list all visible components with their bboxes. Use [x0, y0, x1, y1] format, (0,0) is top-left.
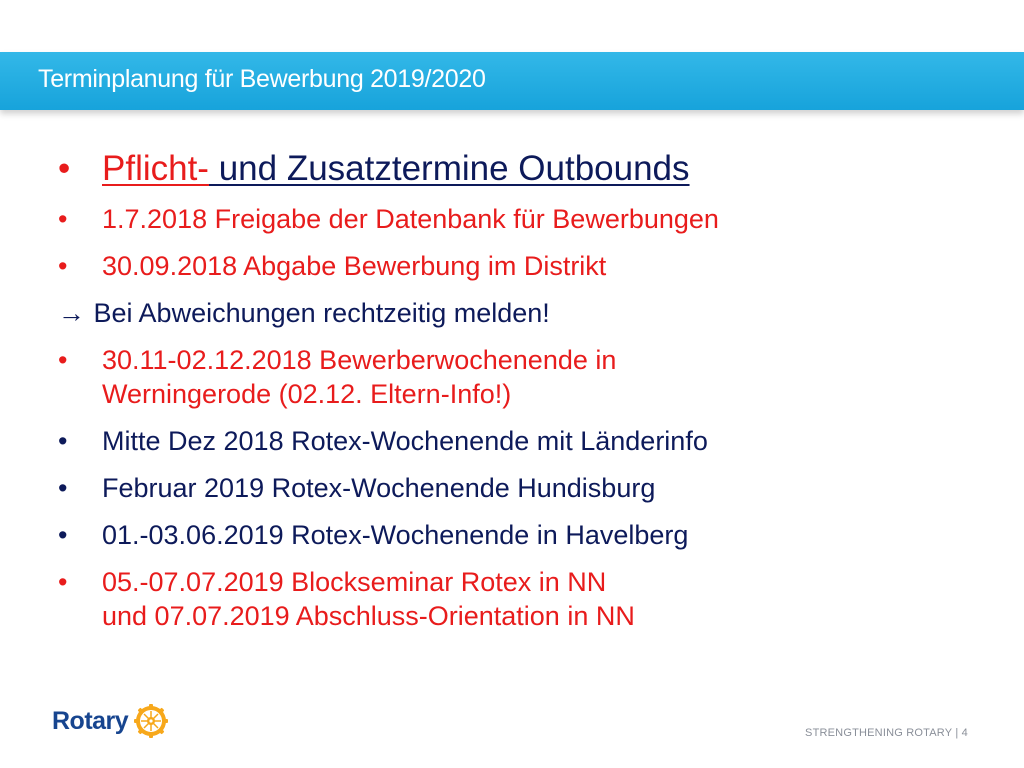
list-item [58, 518, 988, 552]
list-item-text: 30.09.2018 Abgabe Bewerbung im Distrikt [102, 251, 607, 281]
bullet-list [58, 148, 988, 646]
rotary-logo-text: Rotary [52, 706, 129, 735]
list-note-text: Bei Abweichungen rechtzeitig melden! [93, 298, 550, 328]
title-banner [0, 52, 1024, 110]
list-item [58, 343, 988, 411]
arrow-right-icon: → [58, 298, 85, 328]
footer-tagline [805, 727, 968, 739]
list-item [58, 565, 988, 633]
list-item-line2: und 07.07.2019 Abschluss-Orientation in NN [102, 601, 635, 631]
list-item-text: 1.7.2018 Freigabe der Datenbank für Bewerbungen [102, 204, 719, 234]
bullet-icon: • [58, 567, 68, 597]
footer-separator: | [955, 727, 959, 739]
page-number: 4 [961, 727, 968, 739]
list-item [58, 249, 988, 283]
list-item-text: Mitte Dez 2018 Rotex-Wochenende mit Länderinfo [102, 426, 708, 456]
bullet-icon: • [58, 204, 68, 234]
list-item-text: Februar 2019 Rotex-Wochenende Hundisburg [102, 473, 656, 503]
rotary-wheel-icon [133, 703, 169, 739]
bullet-icon: • [58, 426, 68, 456]
bullet-icon: • [58, 251, 68, 281]
heading-part-zusatz: und Zusatztermine Outbounds [208, 149, 690, 188]
rotary-logo [52, 703, 169, 739]
heading-part-pflicht: Pflicht- [102, 149, 209, 188]
list-note [58, 296, 988, 330]
slide-title: Terminplanung für Bewerbung 2019/2020 [38, 65, 486, 93]
bullet-icon: • [58, 149, 71, 188]
list-item [58, 424, 988, 458]
list-item [58, 471, 988, 505]
list-item-line1: 05.-07.07.2019 Blockseminar Rotex in NN [102, 567, 607, 597]
list-item-text: 01.-03.06.2019 Rotex-Wochenende in Havelberg [102, 520, 689, 550]
list-item-line1: 30.11-02.12.2018 Bewerberwochenende in [102, 345, 617, 375]
footer-tagline-text: STRENGTHENING ROTARY [805, 727, 953, 739]
bullet-icon: • [58, 473, 68, 503]
list-item-line2: Werningerode (02.12. Eltern-Info!) [102, 379, 512, 409]
list-item [58, 202, 988, 236]
bullet-icon: • [58, 520, 68, 550]
bullet-icon: • [58, 345, 68, 375]
list-heading [58, 148, 988, 190]
